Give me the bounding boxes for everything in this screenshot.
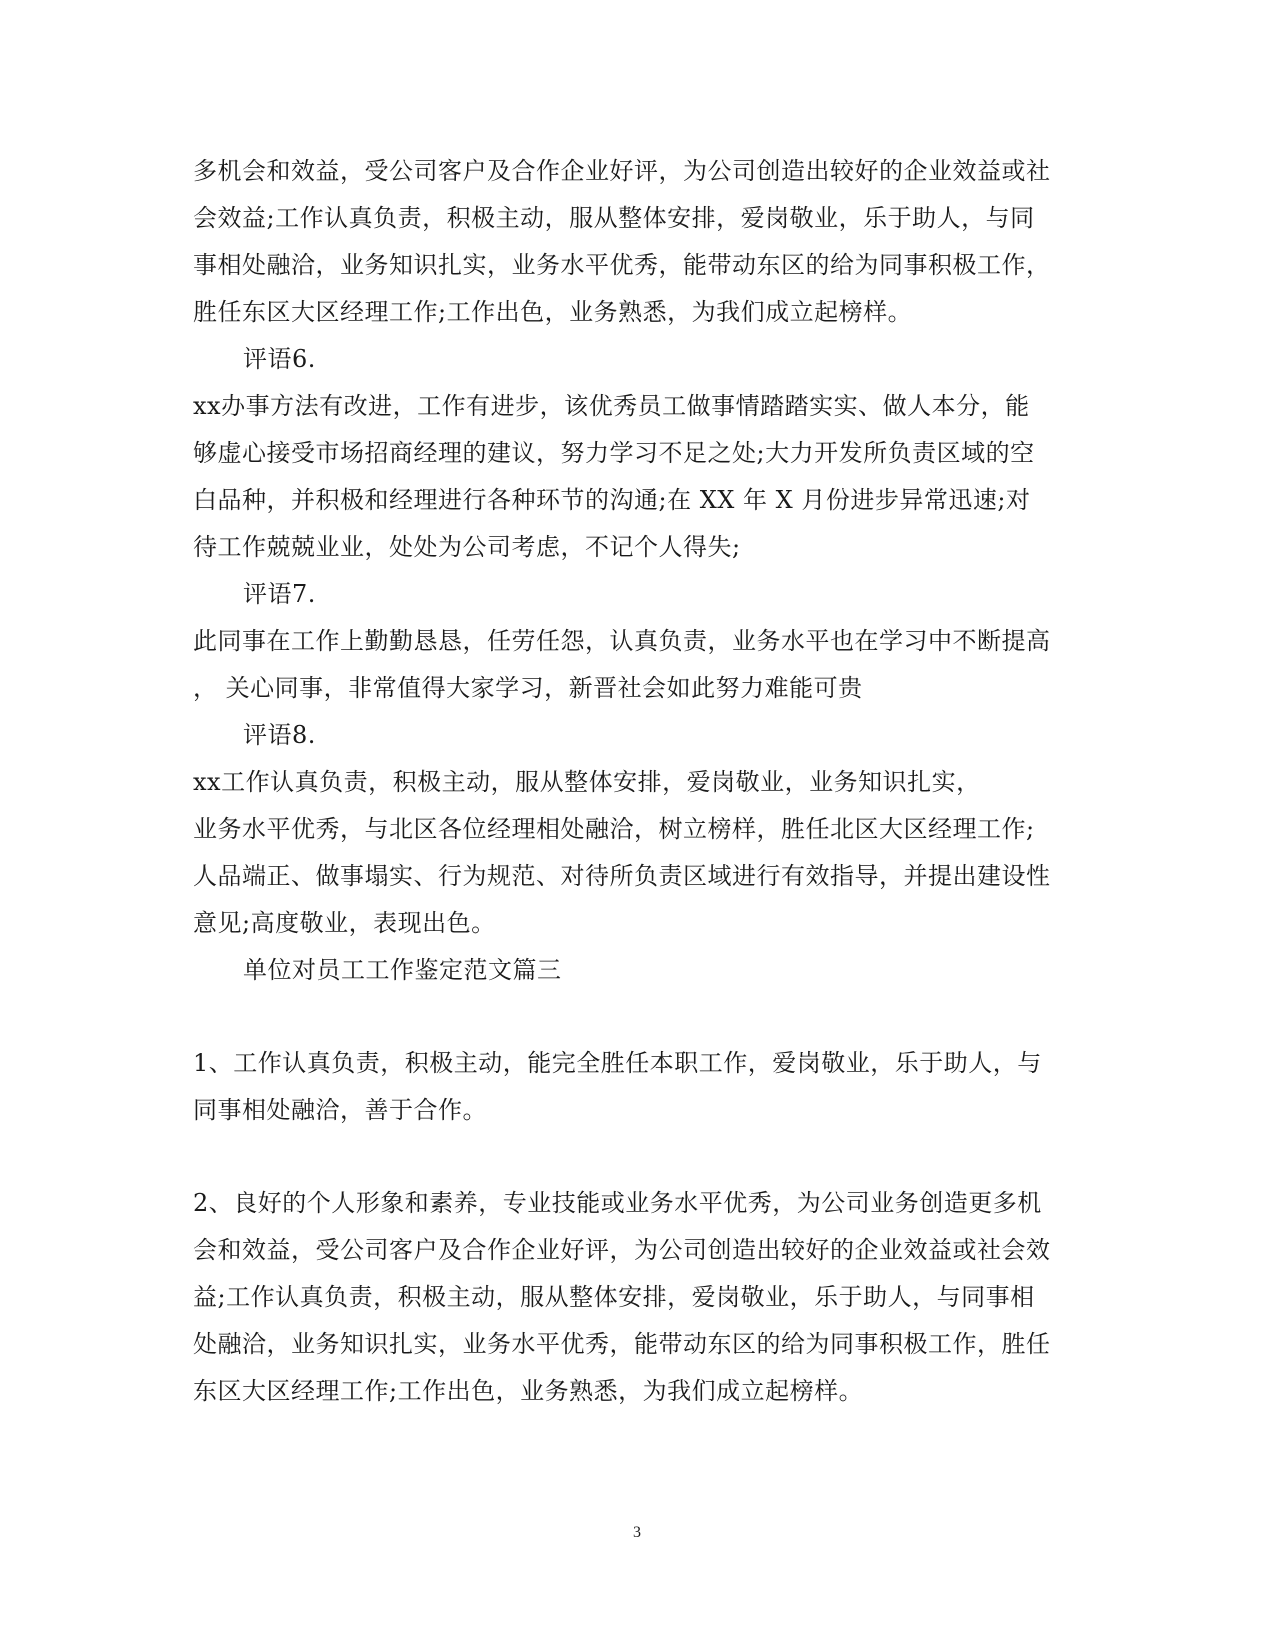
text-line: 人品端正、做事塌实、行为规范、对待所负责区域进行有效指导，并提出建设性: [193, 862, 1051, 890]
section-heading: 评语8.: [243, 721, 316, 749]
text-line: 1、工作认真负责，积极主动，能完全胜任本职工作，爱岗敬业，乐于助人，与: [193, 1049, 1042, 1077]
text-line: 处融洽，业务知识扎实，业务水平优秀，能带动东区的给为同事积极工作，胜任: [193, 1330, 1051, 1358]
text-line: 多机会和效益，受公司客户及合作企业好评，为公司创造出较好的企业效益或社: [193, 157, 1051, 185]
text-line: ， 关心同事，非常值得大家学习，新晋社会如此努力难能可贵: [193, 674, 863, 702]
section-heading: 单位对员工工作鉴定范文篇三: [243, 956, 562, 984]
section-heading: 评语7.: [243, 580, 316, 608]
text-line: 会效益;工作认真负责，积极主动，服从整体安排，爱岗敬业，乐于助人，与同: [193, 204, 1035, 232]
text-line: 待工作兢兢业业，处处为公司考虑，不记个人得失;: [193, 533, 741, 561]
text-line: 事相处融洽，业务知识扎实，业务水平优秀，能带动东区的给为同事积极工作，: [193, 251, 1051, 279]
text-line: 同事相处融洽，善于合作。: [193, 1096, 487, 1124]
text-line: 会和效益，受公司客户及合作企业好评，为公司创造出较好的企业效益或社会效: [193, 1236, 1051, 1264]
text-line: 益;工作认真负责，积极主动，服从整体安排，爱岗敬业，乐于助人，与同事相: [193, 1283, 1035, 1311]
text-line: xx工作认真负责，积极主动，服从整体安排，爱岗敬业，业务知识扎实，: [193, 768, 981, 796]
section-heading: 评语6.: [243, 345, 316, 373]
text-line: 白品种，并积极和经理进行各种环节的沟通;在 XX 年 X 月份进步异常迅速;对: [193, 486, 1031, 514]
text-line: 此同事在工作上勤勤恳恳，任劳任怨，认真负责，业务水平也在学习中不断提高: [193, 627, 1051, 655]
text-line: 东区大区经理工作;工作出色，业务熟悉，为我们成立起榜样。: [193, 1377, 864, 1405]
text-line: 2、良好的个人形象和素养，专业技能或业务水平优秀，为公司业务创造更多机: [193, 1189, 1042, 1217]
text-line: 业务水平优秀，与北区各位经理相处融洽，树立榜样，胜任北区大区经理工作;: [193, 815, 1035, 843]
text-line: 够虚心接受市场招商经理的建议，努力学习不足之处;大力开发所负责区域的空: [193, 439, 1035, 467]
text-line: 胜任东区大区经理工作;工作出色，业务熟悉，为我们成立起榜样。: [193, 298, 913, 326]
text-line: 意见;高度敬业，表现出色。: [193, 909, 496, 937]
text-line: xx办事方法有改进，工作有进步，该优秀员工做事情踏踏实实、做人本分，能: [193, 392, 1030, 420]
page-number: 3: [633, 1524, 641, 1541]
